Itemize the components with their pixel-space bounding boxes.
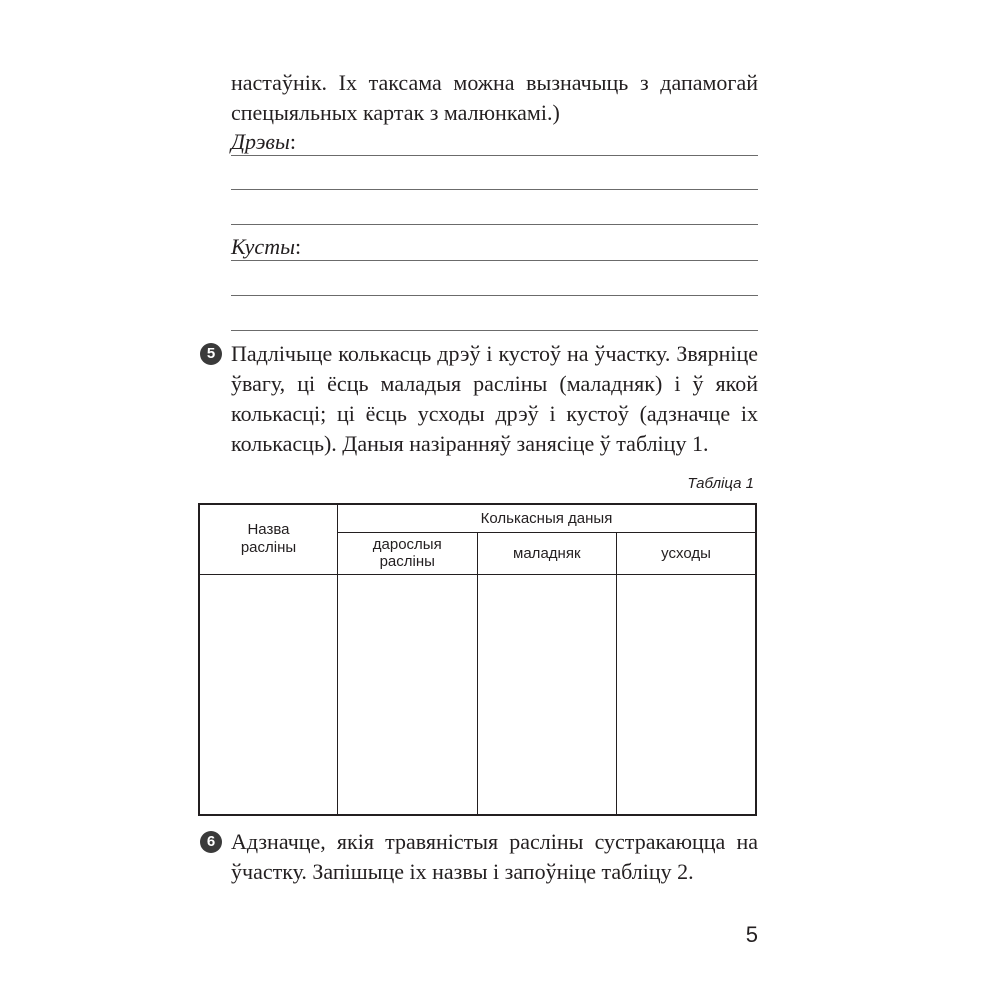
task-5-text: Падлічыце колькасць дрэў і кустоў на ўчастку. Звярніце ўвагу, ці ёсць маладыя расліны (маладняк) і ў якой колькасці; ці ёсць усходы дрэў і кустоў (адзначце іх колькасць). Даныя назіранняў занясіце ў табліцу 1. bbox=[231, 341, 758, 456]
header-adult-plants bbox=[337, 532, 477, 574]
table-row bbox=[199, 574, 756, 815]
table-cell-sprouts[interactable] bbox=[617, 574, 756, 815]
table-cell-young[interactable] bbox=[477, 574, 617, 815]
header-sprouts: усходы bbox=[617, 532, 756, 574]
answer-line-row[interactable] bbox=[231, 272, 758, 296]
header-plant-name-line1: Назва bbox=[247, 521, 290, 538]
answer-line-row[interactable] bbox=[231, 166, 758, 190]
table-cell-adult[interactable] bbox=[337, 574, 477, 815]
header-adult-line2: расліны bbox=[379, 553, 435, 570]
header-plant-name-line2: расліны bbox=[240, 539, 297, 556]
trees-label: Дрэвы: bbox=[231, 130, 302, 154]
intro-text bbox=[231, 68, 758, 128]
answer-line[interactable] bbox=[231, 330, 758, 331]
table-1 bbox=[198, 503, 757, 816]
header-adult-line1: дарослыя bbox=[372, 536, 442, 553]
answer-line[interactable] bbox=[231, 155, 758, 156]
header-plant-name bbox=[199, 504, 337, 574]
header-young-growth: маладняк bbox=[477, 532, 617, 574]
shrubs-field[interactable] bbox=[231, 234, 758, 261]
task-5 bbox=[200, 339, 758, 459]
table-caption: Табліца 1 bbox=[687, 475, 754, 492]
task-6-text: Адзначце, якія травяністыя расліны сустракаюцца на ўчастку. Запішыце іх назвы і запоўніце табліцу 2. bbox=[231, 829, 758, 884]
task-6 bbox=[200, 827, 758, 887]
answer-line[interactable] bbox=[231, 260, 758, 261]
answer-line[interactable] bbox=[231, 295, 758, 296]
intro-line-1: настаўнік. Іх таксама можна вызначыць з дапамогай bbox=[231, 70, 758, 95]
answer-line[interactable] bbox=[231, 224, 758, 225]
page-number: 5 bbox=[745, 922, 758, 947]
task-number-badge: 6 bbox=[200, 831, 222, 853]
task-number-badge: 5 bbox=[200, 343, 222, 365]
answer-line-row[interactable] bbox=[231, 307, 758, 331]
table-cell-plant-name[interactable] bbox=[199, 574, 337, 815]
answer-line[interactable] bbox=[231, 189, 758, 190]
trees-field[interactable] bbox=[231, 129, 758, 156]
header-quantitative-data: Колькасныя даныя bbox=[337, 504, 756, 532]
answer-line-row[interactable] bbox=[231, 201, 758, 225]
intro-line-2: спецыяльных картак з малюнкамі.) bbox=[231, 100, 560, 125]
shrubs-label: Кусты: bbox=[231, 235, 307, 259]
